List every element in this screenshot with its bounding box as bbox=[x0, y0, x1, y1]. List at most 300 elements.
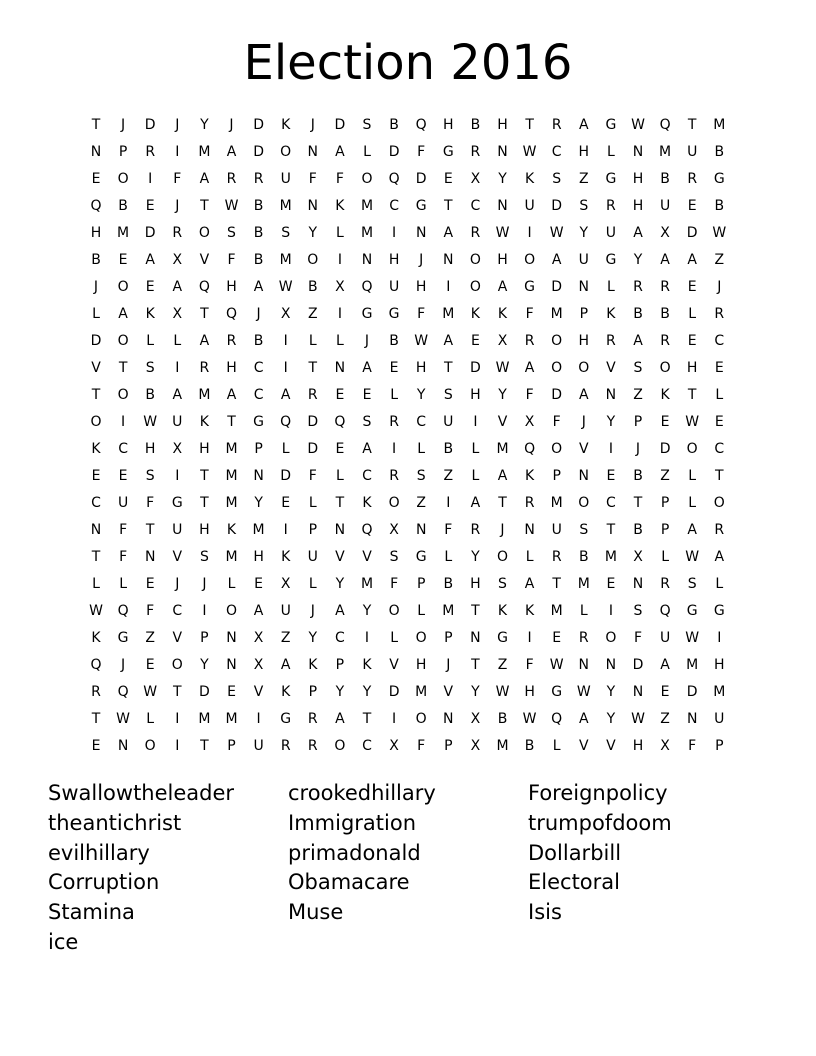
grid-letter: H bbox=[443, 117, 454, 133]
grid-letter: O bbox=[117, 279, 129, 295]
grid-letter: H bbox=[415, 279, 427, 295]
grid-letter: F bbox=[308, 468, 317, 484]
grid-letter: T bbox=[498, 495, 507, 511]
grid-letter: M bbox=[117, 225, 130, 241]
grid-letter: H bbox=[388, 252, 400, 268]
grid-letter: N bbox=[524, 522, 535, 538]
grid-letter: G bbox=[497, 630, 508, 646]
grid-letter: L bbox=[308, 576, 317, 592]
grid-letter: D bbox=[90, 333, 102, 349]
grid-letter: P bbox=[308, 684, 318, 700]
grid-letter: M bbox=[686, 657, 699, 673]
grid-letter: K bbox=[525, 603, 535, 619]
grid-letter: H bbox=[632, 738, 644, 754]
grid-letter: C bbox=[389, 198, 399, 214]
grid-letter: R bbox=[470, 144, 481, 160]
grid-letter: E bbox=[145, 657, 155, 673]
grid-letter: Y bbox=[335, 576, 345, 592]
grid-letter: M bbox=[198, 387, 211, 403]
grid-letter: A bbox=[226, 144, 237, 160]
grid-letter: H bbox=[632, 198, 644, 214]
grid-letter: J bbox=[500, 522, 505, 538]
grid-letter: A bbox=[714, 549, 725, 565]
grid-letter: D bbox=[144, 117, 156, 133]
grid-letter: O bbox=[551, 333, 563, 349]
grid-letter: U bbox=[687, 144, 698, 160]
grid-letter: C bbox=[714, 441, 725, 457]
grid-letter: B bbox=[443, 441, 454, 457]
grid-letter: N bbox=[605, 657, 617, 673]
grid-letter: W bbox=[712, 225, 727, 241]
grid-letter: C bbox=[253, 387, 264, 403]
grid-letter: B bbox=[660, 171, 670, 187]
grid-letter: F bbox=[417, 738, 426, 754]
grid-letter: B bbox=[145, 387, 155, 403]
grid-letter: I bbox=[256, 711, 261, 727]
grid-letter: D bbox=[551, 387, 563, 403]
grid-letter: W bbox=[549, 657, 564, 673]
grid-letter: H bbox=[199, 522, 210, 538]
grid-letter: L bbox=[335, 225, 344, 241]
grid-letter: A bbox=[524, 576, 535, 592]
grid-letter: I bbox=[337, 306, 342, 322]
grid-letter: F bbox=[335, 171, 344, 187]
grid-letter: N bbox=[307, 144, 319, 160]
grid-letter: R bbox=[470, 225, 481, 241]
grid-letter: O bbox=[578, 495, 590, 511]
grid-letter: I bbox=[175, 360, 180, 376]
grid-letter: I bbox=[175, 711, 180, 727]
grid-letter: R bbox=[660, 333, 670, 349]
grid-letter: G bbox=[171, 495, 183, 511]
grid-letter: N bbox=[415, 225, 427, 241]
word-list-item: Electoral bbox=[528, 870, 620, 895]
grid-letter: Q bbox=[361, 522, 373, 538]
grid-letter: F bbox=[119, 522, 128, 538]
grid-letter: E bbox=[118, 252, 128, 268]
page-title: Election 2016 bbox=[243, 35, 573, 91]
grid-letter: D bbox=[334, 117, 346, 133]
grid-letter: L bbox=[281, 441, 290, 457]
grid-letter: P bbox=[579, 306, 589, 322]
grid-letter: W bbox=[495, 360, 510, 376]
grid-letter: R bbox=[524, 495, 535, 511]
grid-letter: T bbox=[471, 603, 480, 619]
grid-letter: E bbox=[91, 468, 101, 484]
grid-letter: I bbox=[337, 252, 342, 268]
grid-letter: W bbox=[549, 225, 564, 241]
grid-letter: U bbox=[578, 252, 589, 268]
grid-letter: J bbox=[446, 657, 451, 673]
grid-letter: K bbox=[497, 603, 508, 619]
grid-letter: J bbox=[364, 333, 370, 349]
grid-letter: L bbox=[471, 468, 480, 484]
grid-letter: E bbox=[362, 387, 372, 403]
grid-letter: G bbox=[280, 711, 292, 727]
grid-letter: N bbox=[632, 684, 644, 700]
grid-letter: Q bbox=[117, 684, 129, 700]
grid-letter: Q bbox=[388, 171, 400, 187]
grid-letter: U bbox=[551, 522, 562, 538]
grid-letter: W bbox=[576, 684, 591, 700]
grid-letter: Z bbox=[497, 657, 508, 673]
grid-letter: A bbox=[579, 117, 589, 133]
grid-letter: U bbox=[605, 225, 617, 241]
grid-letter: Z bbox=[714, 252, 725, 268]
grid-letter: V bbox=[579, 738, 589, 754]
grid-letter: H bbox=[415, 360, 427, 376]
grid-letter: Q bbox=[415, 117, 427, 133]
grid-letter: L bbox=[688, 495, 697, 511]
grid-letter: I bbox=[175, 144, 180, 160]
grid-letter: U bbox=[659, 630, 671, 646]
grid-letter: W bbox=[685, 549, 700, 565]
grid-letter: S bbox=[389, 549, 399, 565]
grid-letter: O bbox=[388, 495, 400, 511]
grid-letter: M bbox=[550, 603, 563, 619]
grid-letter: Y bbox=[200, 117, 209, 133]
grid-letter: I bbox=[148, 171, 153, 187]
grid-letter: B bbox=[118, 198, 128, 214]
grid-letter: F bbox=[173, 171, 182, 187]
grid-letter: W bbox=[278, 279, 293, 295]
grid-letter: S bbox=[145, 360, 155, 376]
grid-letter: G bbox=[605, 117, 617, 133]
grid-letter: X bbox=[172, 441, 183, 457]
grid-letter: K bbox=[606, 306, 616, 322]
grid-letter: N bbox=[307, 198, 319, 214]
grid-letter: B bbox=[253, 225, 264, 241]
grid-letter: K bbox=[281, 117, 291, 133]
grid-letter: T bbox=[200, 738, 209, 754]
grid-letter: R bbox=[470, 522, 481, 538]
grid-letter: E bbox=[660, 684, 670, 700]
grid-letter: Q bbox=[198, 279, 210, 295]
grid-letter: X bbox=[470, 711, 481, 727]
grid-letter: B bbox=[253, 333, 264, 349]
grid-letter: H bbox=[497, 252, 508, 268]
grid-letter: T bbox=[444, 360, 453, 376]
word-list-item: Muse bbox=[288, 900, 344, 925]
grid-letter: J bbox=[256, 306, 261, 322]
grid-letter: R bbox=[91, 684, 101, 700]
grid-letter: R bbox=[307, 711, 318, 727]
grid-letter: S bbox=[633, 603, 643, 619]
grid-letter: C bbox=[91, 495, 101, 511]
grid-letter: T bbox=[91, 117, 101, 133]
grid-letter: J bbox=[175, 198, 180, 214]
grid-letter: A bbox=[579, 387, 589, 403]
grid-letter: I bbox=[717, 630, 722, 646]
grid-letter: Y bbox=[308, 225, 318, 241]
grid-letter: T bbox=[444, 198, 453, 214]
grid-letter: X bbox=[497, 333, 508, 349]
grid-letter: G bbox=[117, 630, 129, 646]
grid-letter: B bbox=[578, 549, 589, 565]
grid-letter: T bbox=[91, 387, 101, 403]
grid-letter: Q bbox=[225, 306, 238, 322]
grid-letter: H bbox=[497, 117, 508, 133]
grid-letter: N bbox=[443, 711, 454, 727]
grid-letter: V bbox=[199, 252, 210, 268]
grid-letter: M bbox=[713, 684, 726, 700]
grid-letter: W bbox=[495, 225, 510, 241]
grid-letter: W bbox=[224, 198, 239, 214]
grid-letter: F bbox=[633, 630, 643, 646]
grid-letter: E bbox=[714, 414, 724, 430]
grid-letter: T bbox=[633, 495, 643, 511]
grid-letter: M bbox=[550, 495, 563, 511]
grid-letter: I bbox=[175, 468, 180, 484]
grid-letter: W bbox=[685, 630, 700, 646]
grid-letter: D bbox=[307, 414, 319, 430]
grid-letter: H bbox=[253, 549, 264, 565]
grid-letter: M bbox=[225, 495, 238, 511]
grid-letter: A bbox=[443, 333, 454, 349]
grid-letter: G bbox=[713, 171, 725, 187]
grid-letter: N bbox=[632, 576, 644, 592]
grid-letter: E bbox=[281, 495, 291, 511]
grid-letter: L bbox=[390, 630, 398, 646]
grid-letter: M bbox=[442, 603, 455, 619]
grid-letter: I bbox=[392, 225, 397, 241]
grid-letter: R bbox=[606, 333, 616, 349]
grid-letter: U bbox=[253, 738, 264, 754]
grid-letter: B bbox=[443, 576, 454, 592]
grid-letter: I bbox=[608, 441, 613, 457]
grid-letter: Z bbox=[633, 387, 643, 403]
grid-letter: F bbox=[552, 414, 561, 430]
grid-letter: E bbox=[389, 360, 399, 376]
grid-letter: E bbox=[227, 684, 236, 700]
grid-letter: W bbox=[414, 333, 429, 349]
grid-letter: M bbox=[279, 198, 292, 214]
grid-letter: O bbox=[578, 360, 590, 376]
grid-letter: A bbox=[118, 306, 128, 322]
word-list-item: Stamina bbox=[48, 900, 135, 925]
grid-letter: O bbox=[713, 495, 725, 511]
grid-letter: N bbox=[497, 198, 508, 214]
grid-letter: J bbox=[310, 117, 315, 133]
grid-letter: I bbox=[527, 630, 532, 646]
grid-letter: P bbox=[200, 630, 209, 646]
grid-letter: A bbox=[687, 522, 697, 538]
grid-letter: I bbox=[473, 414, 478, 430]
grid-letter: B bbox=[91, 252, 101, 268]
grid-letter: R bbox=[226, 333, 237, 349]
grid-letter: L bbox=[606, 279, 615, 295]
grid-letter: H bbox=[415, 657, 427, 673]
word-list-item: Isis bbox=[528, 900, 562, 925]
grid-letter: P bbox=[308, 522, 318, 538]
grid-letter: N bbox=[578, 657, 590, 673]
grid-letter: O bbox=[415, 711, 427, 727]
grid-letter: J bbox=[581, 414, 586, 430]
grid-letter: E bbox=[91, 171, 101, 187]
grid-letter: A bbox=[335, 144, 345, 160]
grid-letter: S bbox=[552, 171, 562, 187]
grid-letter: E bbox=[335, 441, 345, 457]
grid-letter: C bbox=[118, 441, 128, 457]
grid-letter: E bbox=[687, 333, 697, 349]
grid-letter: I bbox=[527, 225, 532, 241]
grid-letter: E bbox=[443, 171, 453, 187]
grid-letter: S bbox=[498, 576, 507, 592]
grid-letter: K bbox=[91, 441, 101, 457]
grid-letter: B bbox=[253, 252, 264, 268]
grid-letter: L bbox=[146, 711, 155, 727]
word-list-item: trumpofdoom bbox=[528, 810, 672, 835]
grid-letter: T bbox=[471, 657, 480, 673]
grid-letter: R bbox=[172, 225, 183, 241]
grid-letter: T bbox=[552, 576, 561, 592]
grid-letter: M bbox=[496, 738, 509, 754]
grid-letter: Q bbox=[90, 657, 102, 673]
grid-letter: J bbox=[229, 117, 234, 133]
grid-letter: T bbox=[173, 684, 182, 700]
grid-letter: M bbox=[442, 306, 455, 322]
grid-letter: G bbox=[388, 306, 400, 322]
grid-letter: A bbox=[226, 387, 237, 403]
grid-letter: S bbox=[199, 549, 209, 565]
grid-letter: A bbox=[470, 495, 481, 511]
grid-letter: A bbox=[145, 252, 155, 268]
grid-letter: R bbox=[714, 522, 725, 538]
grid-letter: B bbox=[714, 144, 725, 160]
word-list-item: ice bbox=[48, 930, 79, 954]
grid-letter: K bbox=[525, 468, 535, 484]
grid-letter: R bbox=[307, 387, 318, 403]
grid-letter: R bbox=[578, 630, 589, 646]
grid-letter: V bbox=[606, 360, 616, 376]
grid-letter: Y bbox=[471, 549, 480, 565]
grid-letter: A bbox=[199, 333, 210, 349]
grid-letter: A bbox=[633, 225, 643, 241]
grid-letter: L bbox=[335, 468, 344, 484]
grid-letter: E bbox=[606, 576, 616, 592]
grid-letter: O bbox=[659, 360, 671, 376]
grid-letter: W bbox=[631, 711, 645, 727]
grid-letter: F bbox=[146, 495, 155, 511]
grid-letter: H bbox=[632, 171, 644, 187]
grid-letter: X bbox=[660, 738, 670, 754]
grid-letter: Y bbox=[579, 225, 589, 241]
grid-letter: T bbox=[362, 711, 372, 727]
grid-letter: A bbox=[362, 360, 372, 376]
grid-letter: F bbox=[444, 522, 453, 538]
grid-letter: J bbox=[717, 279, 722, 295]
grid-letter: Q bbox=[659, 603, 671, 619]
grid-letter: I bbox=[175, 738, 180, 754]
grid-letter: H bbox=[144, 441, 156, 457]
grid-letter: P bbox=[444, 630, 453, 646]
grid-letter: V bbox=[172, 549, 183, 565]
grid-letter: R bbox=[606, 198, 616, 214]
grid-letter: X bbox=[335, 279, 345, 295]
word-list-item: Corruption bbox=[48, 870, 160, 895]
grid-letter: M bbox=[577, 576, 590, 592]
grid-letter: D bbox=[199, 684, 210, 700]
grid-letter: F bbox=[525, 657, 534, 673]
grid-letter: D bbox=[686, 225, 698, 241]
grid-letter: C bbox=[606, 495, 616, 511]
grid-letter: P bbox=[660, 495, 670, 511]
grid-letter: L bbox=[715, 387, 724, 403]
grid-letter: J bbox=[175, 117, 180, 133]
grid-letter: B bbox=[497, 711, 508, 727]
grid-letter: L bbox=[92, 576, 100, 592]
grid-letter: D bbox=[253, 117, 264, 133]
grid-letter: U bbox=[524, 198, 535, 214]
grid-letter: D bbox=[388, 684, 400, 700]
grid-letter: L bbox=[417, 441, 426, 457]
grid-letter: V bbox=[606, 738, 616, 754]
grid-letter: N bbox=[632, 144, 644, 160]
grid-letter: N bbox=[90, 144, 102, 160]
grid-letter: N bbox=[686, 711, 698, 727]
grid-letter: Y bbox=[471, 684, 480, 700]
grid-letter: V bbox=[91, 360, 101, 376]
grid-letter: I bbox=[446, 495, 451, 511]
grid-letter: M bbox=[659, 144, 672, 160]
grid-letter: L bbox=[444, 549, 453, 565]
grid-letter: I bbox=[283, 360, 288, 376]
grid-letter: N bbox=[117, 738, 129, 754]
grid-letter: M bbox=[713, 117, 726, 133]
grid-letter: R bbox=[660, 576, 670, 592]
grid-letter: Y bbox=[606, 711, 616, 727]
grid-letter: M bbox=[225, 549, 238, 565]
grid-letter: P bbox=[633, 414, 643, 430]
grid-letter: I bbox=[392, 441, 397, 457]
grid-letter: T bbox=[145, 522, 155, 538]
grid-letter: W bbox=[143, 684, 158, 700]
grid-letter: T bbox=[687, 117, 697, 133]
grid-letter: L bbox=[227, 576, 236, 592]
grid-letter: U bbox=[388, 279, 400, 295]
grid-letter: W bbox=[685, 414, 700, 430]
grid-letter: T bbox=[200, 468, 209, 484]
grid-letter: J bbox=[175, 576, 180, 592]
grid-letter: E bbox=[660, 414, 670, 430]
grid-letter: E bbox=[470, 333, 480, 349]
grid-letter: M bbox=[550, 306, 563, 322]
grid-letter: Q bbox=[361, 279, 373, 295]
grid-letter: L bbox=[661, 549, 669, 565]
grid-letter: J bbox=[93, 279, 99, 295]
grid-letter: A bbox=[551, 252, 562, 268]
grid-letter: D bbox=[307, 441, 319, 457]
grid-letter: M bbox=[225, 441, 238, 457]
grid-letter: I bbox=[446, 279, 451, 295]
grid-letter: G bbox=[253, 414, 265, 430]
grid-letter: E bbox=[91, 738, 101, 754]
grid-letter: B bbox=[633, 468, 643, 484]
grid-letter: O bbox=[686, 441, 698, 457]
grid-letter: Q bbox=[659, 117, 671, 133]
grid-letter: O bbox=[225, 603, 238, 619]
grid-letter: B bbox=[389, 333, 399, 349]
grid-letter: O bbox=[198, 225, 210, 241]
grid-letter: M bbox=[415, 684, 428, 700]
grid-letter: P bbox=[444, 738, 453, 754]
grid-letter: M bbox=[225, 711, 238, 727]
grid-letter: F bbox=[417, 144, 426, 160]
grid-letter: E bbox=[145, 576, 155, 592]
grid-letter: T bbox=[200, 198, 209, 214]
grid-letter: V bbox=[497, 414, 508, 430]
grid-letter: D bbox=[632, 657, 644, 673]
